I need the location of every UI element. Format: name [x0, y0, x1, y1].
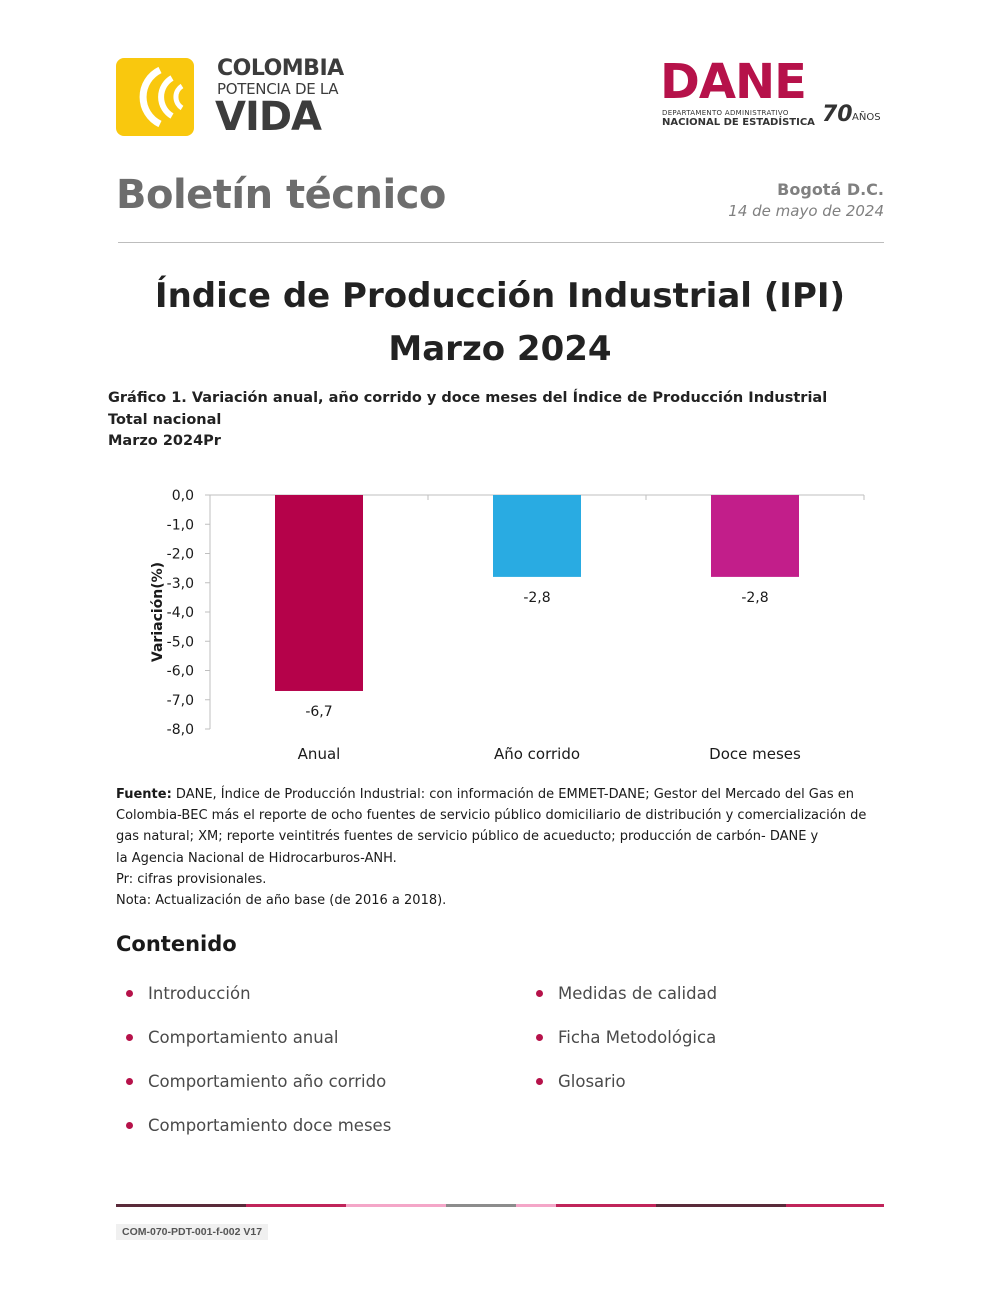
logo-colombia-text: COLOMBIA — [217, 56, 344, 81]
footer-bar-segment — [516, 1204, 556, 1207]
y-tick-label: -4,0 — [166, 605, 194, 621]
footer-bar-segment — [246, 1204, 346, 1207]
y-tick-label: -5,0 — [166, 634, 194, 651]
dane-wordmark: DANE — [660, 54, 806, 110]
header-divider — [118, 242, 884, 243]
colombia-potencia-de-la-vida-logo — [116, 56, 346, 138]
data-label: -2,8 — [741, 589, 769, 606]
provisional-note: Pr: cifras provisionales. — [116, 871, 267, 887]
source-text-line2: Colombia-BEC más el reporte de ocho fuentes de servicio público domiciliario de distribución y comercialización de — [116, 808, 867, 824]
toc-item-label: Introducción — [148, 984, 251, 1003]
chart-caption — [108, 388, 827, 453]
footer-color-bar — [116, 1204, 884, 1207]
publication-date: 14 de mayo de 2024 — [728, 202, 884, 220]
colombia-logo-mark-icon — [116, 58, 194, 136]
footer-bar-segment — [786, 1204, 884, 1207]
bullet-icon — [126, 1122, 133, 1129]
category-label: Anual — [297, 745, 341, 763]
toc-item-label: Medidas de calidad — [558, 984, 718, 1003]
footer-bar-segment — [656, 1204, 786, 1207]
dane-anniversary-label: AÑOS — [852, 112, 881, 123]
bullet-icon — [126, 990, 133, 997]
source-text-line1: DANE, Índice de Producción Industrial: con información de EMMET-DANE; Gestor del Mercado del Gas en — [171, 787, 854, 802]
doc-type-title: Boletín técnico — [116, 172, 446, 218]
toc-item-label: Comportamiento año corrido — [148, 1072, 387, 1091]
city-label: Bogotá D.C. — [777, 180, 884, 199]
toc-item-comportamiento-ano-corrido[interactable] — [148, 1072, 386, 1091]
toc-item-medidas-de-calidad[interactable] — [558, 984, 717, 1003]
source-text-line3: gas natural; XM; reporte veintitrés fuentes de servicio público de acueducto; producción de carbón- DANE y — [116, 829, 819, 845]
y-tick-label: -2,0 — [166, 546, 194, 563]
footer-bar-segment — [346, 1204, 446, 1207]
footer-bar-segment — [446, 1204, 516, 1207]
dane-subtitle-line1: DEPARTAMENTO ADMINISTRATIVO — [662, 109, 789, 117]
y-tick-label: -1,0 — [166, 517, 194, 534]
toc-item-label: Comportamiento doce meses — [148, 1116, 392, 1135]
toc-item-introduccion[interactable] — [148, 984, 251, 1003]
bullet-icon — [536, 1034, 543, 1041]
bullet-icon — [126, 1078, 133, 1085]
ipi-variation-bar-chart — [140, 480, 880, 770]
logo-vida-text: VIDA — [215, 94, 321, 140]
data-label: -6,7 — [305, 703, 333, 720]
toc-item-label: Comportamiento anual — [148, 1028, 339, 1047]
y-tick-label: -8,0 — [166, 722, 194, 738]
footer-bar-segment — [556, 1204, 656, 1207]
source-note — [116, 784, 886, 805]
y-tick-label: -3,0 — [166, 575, 194, 592]
toc-item-comportamiento-doce-meses[interactable] — [148, 1116, 391, 1135]
chart-notes — [116, 784, 886, 911]
y-tick-label: -7,0 — [166, 692, 194, 709]
dane-subtitle-line2: NACIONAL DE ESTADÍSTICA — [662, 117, 815, 128]
toc-item-label: Glosario — [558, 1072, 626, 1091]
toc-item-glosario[interactable] — [558, 1072, 626, 1091]
toc-item-comportamiento-anual[interactable] — [148, 1028, 338, 1047]
dane-logo — [660, 54, 890, 136]
category-label: Doce meses — [709, 745, 801, 763]
chart-caption-line1: Gráfico 1. Variación anual, año corrido y doce meses del Índice de Producción Industrial — [108, 390, 828, 406]
contents-heading: Contenido — [116, 932, 237, 956]
chart-caption-line3: Marzo 2024Pr — [108, 433, 221, 449]
y-axis-title: Variación(%) — [150, 561, 166, 663]
source-text-line4: la Agencia Nacional de Hidrocarburos-ANH. — [116, 850, 397, 866]
toc-item-ficha-metodologica[interactable] — [558, 1028, 716, 1047]
bullet-icon — [536, 1078, 543, 1085]
toc-item-label: Ficha Metodológica — [558, 1028, 717, 1047]
footer-bar-segment — [116, 1204, 246, 1207]
bullet-icon — [126, 1034, 133, 1041]
page-title-line2: Marzo 2024 — [388, 329, 612, 369]
bar-3 — [711, 495, 799, 577]
page-title-line1: Índice de Producción Industrial (IPI) — [154, 276, 846, 316]
y-tick-label: 0,0 — [171, 488, 194, 504]
base-year-note: Nota: Actualización de año base (de 2016 a 2018). — [116, 893, 447, 909]
logo-potencia-text: POTENCIA DE LA — [217, 80, 339, 98]
document-code: COM-070-PDT-001-f-002 V17 — [116, 1224, 268, 1240]
page-title — [0, 270, 1000, 376]
chart-caption-line2: Total nacional — [108, 411, 222, 428]
dane-anniversary-number: 70 — [822, 102, 853, 127]
y-tick-label: -6,0 — [166, 663, 194, 680]
bullet-icon — [536, 990, 543, 997]
chart-svg — [140, 480, 880, 770]
bar-1 — [275, 495, 363, 691]
source-label: Fuente: — [116, 787, 172, 802]
data-label: -2,8 — [523, 589, 551, 606]
bar-2 — [493, 495, 581, 577]
category-label: Año corrido — [493, 745, 581, 763]
